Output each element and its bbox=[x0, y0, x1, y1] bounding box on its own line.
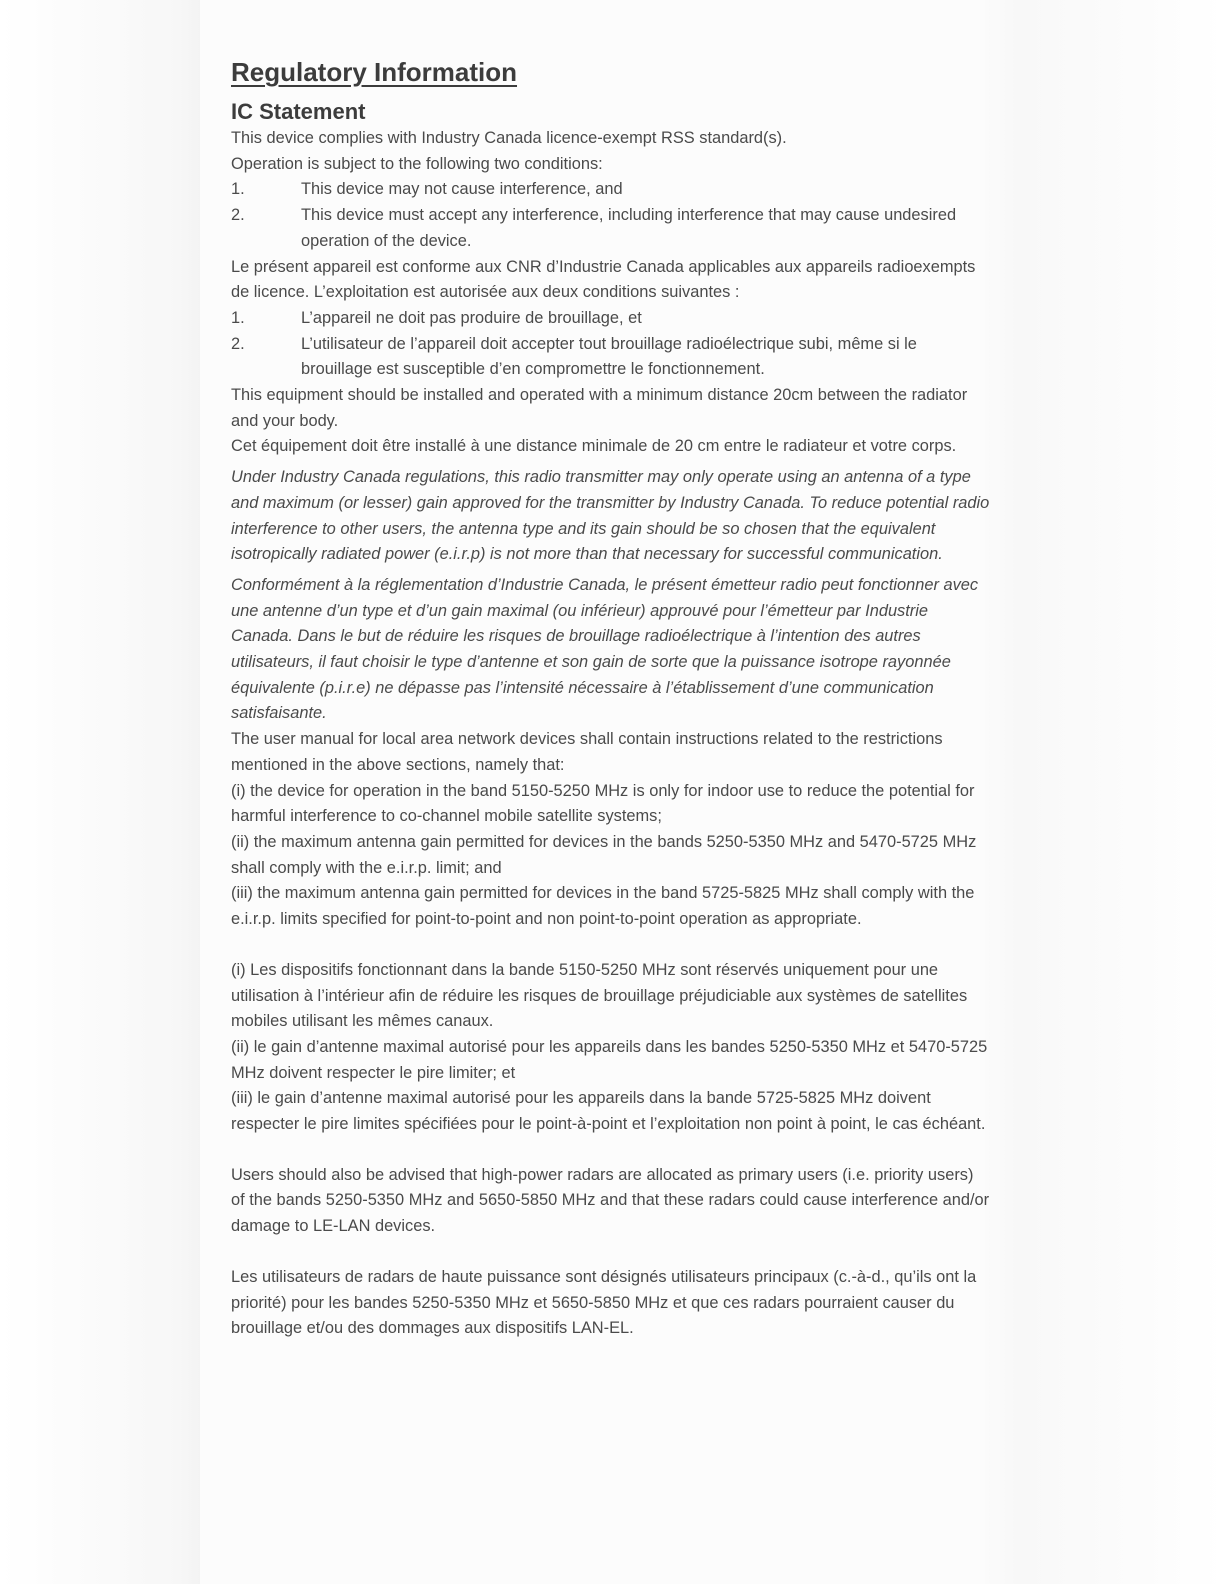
condition-number: 1. bbox=[231, 308, 245, 327]
en-distance-paragraph: This equipment should be installed and operated with a minimum distance 20cm between the radiator and your body. bbox=[231, 386, 968, 430]
en-manual-intro: The user manual for local area network devices shall contain instructions related to the restrictions mentioned in the above sections, namely that: bbox=[231, 730, 943, 774]
fr-intro: Le présent appareil est conforme aux CNR d’Industrie Canada applicables aux appareils radioexempts de licence. L’exploitation est autorisée aux deux conditions suivantes : bbox=[231, 257, 976, 302]
en-restriction-3: (iii) the maximum antenna gain permitted for devices in the band 5725-5825 MHz shall comply with the e.i.r.p. limits specified for point-to-point and non point-to-point operation as appropriate. bbox=[231, 884, 975, 929]
condition-text: This device must accept any interference, including interference that may cause undesired operation of the device. bbox=[301, 206, 957, 250]
condition-text: L’appareil ne doit pas produire de brouillage, et bbox=[301, 308, 642, 327]
condition-number: 2. bbox=[231, 334, 245, 353]
en-antenna-paragraph: Under Industry Canada regulations, this radio transmitter may only operate using an antenna of a type and maximum (or lesser) gain approved for the transmitter by Industry Canada. To reduce potential radio interference to other users, the antenna type and its gain should be so chosen that the equivalent isotropically radiated power (e.i.r.p) is not more than that necessary for successful communication. bbox=[231, 468, 990, 564]
ic-statement-heading: IC Statement bbox=[231, 99, 366, 124]
fr-restriction-1: (i) Les dispositifs fonctionnant dans la bande 5150-5250 MHz sont réservés uniquement pour une utilisation à l’intérieur afin de réduire les risques de brouillage préjudiciable aux systèmes de satellites mobiles utilisant les mêmes canaux. bbox=[231, 960, 968, 1031]
page-shading-right bbox=[985, 0, 1225, 1584]
fr-condition-1 bbox=[231, 306, 991, 332]
condition-number: 2. bbox=[231, 206, 245, 225]
condition-number: 1. bbox=[231, 180, 245, 199]
ic-intro-line-1: This device complies with Industry Canada licence-exempt RSS standard(s). bbox=[231, 129, 787, 147]
fr-restriction-2: (ii) le gain d’antenne maximal autorisé pour les appareils dans les bandes 5250-5350 MHz et 5470-5725 MHz doivent respecter le pire limiter; et bbox=[231, 1037, 988, 1082]
en-condition-1 bbox=[231, 177, 991, 203]
en-restriction-1: (i) the device for operation in the band 5150-5250 MHz is only for indoor use to reduce the potential for harmful interference to co-channel mobile satellite systems; bbox=[231, 781, 975, 826]
document-content bbox=[231, 56, 991, 1342]
fr-radar-paragraph: Les utilisateurs de radars de haute puissance sont désignés utilisateurs principaux (c.-à-d., qu’ils ont la priorité) pour les bandes 5250-5350 MHz et 5650-5850 MHz et que ces radars pourraient causer du brouillage et/ou des dommages aux dispositifs LAN-EL. bbox=[231, 1267, 977, 1338]
fr-condition-2 bbox=[231, 332, 991, 383]
ic-intro-line-2: Operation is subject to the following two conditions: bbox=[231, 154, 603, 173]
en-condition-2 bbox=[231, 203, 991, 254]
condition-text: L’utilisateur de l’appareil doit accepter tout brouillage radioélectrique subi, même si le brouillage est susceptible d’en compromettre le fonctionnement. bbox=[301, 334, 917, 379]
fr-distance-paragraph: Cet équipement doit être installé à une distance minimale de 20 cm entre le radiateur et votre corps. bbox=[231, 437, 957, 456]
document-title: Regulatory Information bbox=[231, 57, 518, 87]
condition-text: This device may not cause interference, and bbox=[301, 180, 623, 199]
fr-antenna-paragraph: Conformément à la réglementation d’Industrie Canada, le présent émetteur radio peut fonctionner avec une antenne d’un type et d’un gain maximal (ou inférieur) approuvé pour l’émetteur par Industrie Canada. Dans le but de réduire les risques de brouillage radioélectrique à l’intention des autres utilisateurs, il faut choisir le type d’antenne et son gain de sorte que la puissance isotrope rayonnée équivalente (p.i.r.e) ne dépasse pas l’intensité nécessaire à l’établissement d’une communication satisfaisante. bbox=[231, 575, 979, 723]
page-shading-left bbox=[0, 0, 200, 1584]
fr-restriction-3: (iii) le gain d’antenne maximal autorisé pour les appareils dans la bande 5725-5825 MHz doivent respecter le pire limites spécifiées pour le point-à-point et l’exploitation non point à point, le cas échéant. bbox=[231, 1089, 986, 1134]
en-radar-paragraph: Users should also be advised that high-power radars are allocated as primary users (i.e. priority users) of the bands 5250-5350 MHz and 5650-5850 MHz and that these radars could cause interference and/or damage to LE-LAN devices. bbox=[231, 1165, 990, 1236]
en-restriction-2: (ii) the maximum antenna gain permitted for devices in the bands 5250-5350 MHz and 5470-5725 MHz shall comply with the e.i.r.p. limit; and bbox=[231, 832, 977, 877]
